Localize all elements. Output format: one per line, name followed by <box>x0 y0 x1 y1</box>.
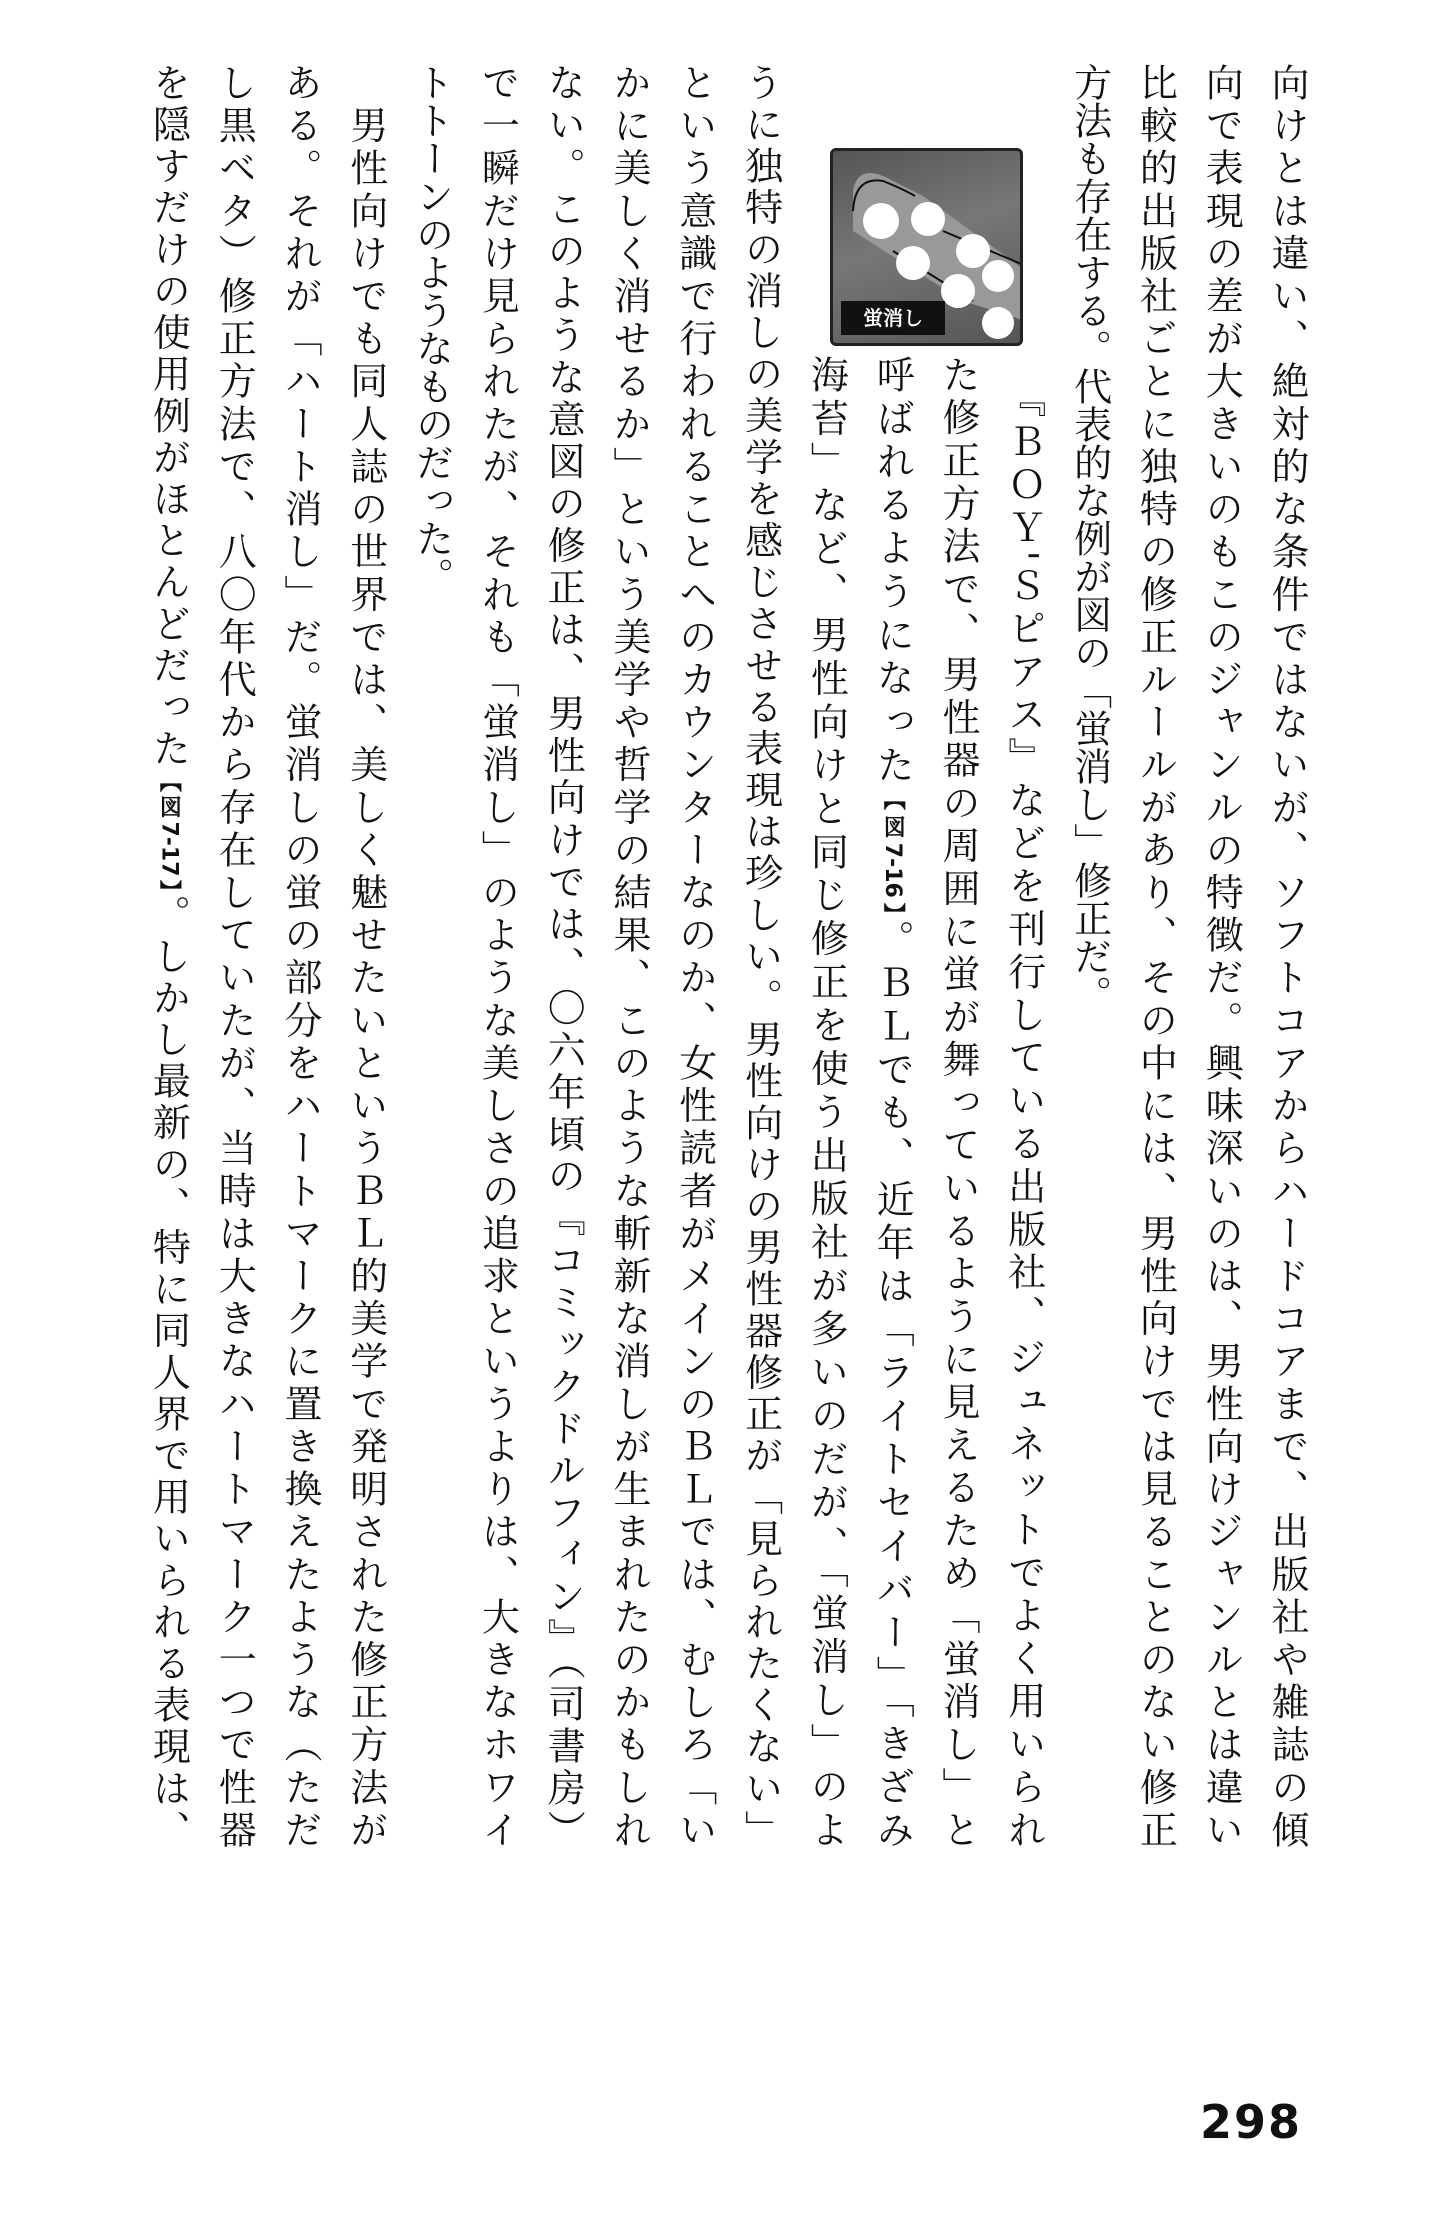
column-text: 呼ばれるようになった <box>870 355 915 789</box>
text-column <box>402 63 462 1848</box>
text-column <box>1060 63 1120 1848</box>
text-column <box>862 355 922 1848</box>
text-column <box>796 355 856 1848</box>
text-column <box>665 63 725 1848</box>
column-text: 方法も存在する。代表的な例が図の「蛍消し」修正だ。 <box>1067 63 1112 1013</box>
text-column <box>731 63 791 1848</box>
text-column <box>994 355 1054 1848</box>
text-column <box>336 63 396 1848</box>
column-text: 。しかし最新の、特に同人界で用いられる表現は、 <box>146 894 191 1849</box>
column-text: 海苔」など、男性向けと同じ修正を使う出版社が多いのだが、「蛍消し」のよ <box>804 355 849 1848</box>
column-text: 『ＢＯＹ'Ｓピアス』などを刊行している出版社、ジュネットでよく用いられ <box>1001 355 1046 1848</box>
column-text: し黒ベタ）修正方法で、八〇年代から存在していたが、当時は大きなハートマーク一つで性器 <box>212 63 257 1848</box>
column-text: という意識で行われることへのカウンターなのか、女性読者がメインのＢＬでは、むしろ「い <box>672 63 717 1848</box>
column-text: で一瞬だけ見られたが、それも「蛍消し」のような美しさの追求というよりは、大きなホワイ <box>475 63 520 1848</box>
text-column <box>1191 63 1251 1848</box>
column-text: ある。それが「ハート消し」だ。蛍消しの蛍の部分をハートマークに置き換えたような（ただ <box>278 63 322 1848</box>
figure-label: 蛍消し <box>841 301 945 335</box>
text-column <box>204 63 264 1848</box>
column-text: 向で表現の差が大きいのもこのジャンルの特徴だ。興味深いのは、男性向けジャンルとは違い <box>1199 63 1244 1848</box>
figure-hotaru-keshi <box>830 148 1023 346</box>
text-column <box>599 63 659 1848</box>
column-text: ない。このような意図の修正は、男性向けでは、〇六年頃の『コミックドルフィン』（司書房） <box>541 63 586 1848</box>
text-column <box>138 63 198 1848</box>
text-column <box>270 63 330 1848</box>
column-text: 男性向けでも同人誌の世界では、美しく魅せたいというＢＬ的美学で発明された修正方法が <box>343 63 388 1848</box>
column-text: うに独特の消しの美学を感じさせる表現は珍しい。男性向けの男性器修正が「見られたくない」 <box>738 63 783 1848</box>
text-column <box>1125 63 1185 1848</box>
column-text: を隠すだけの使用例がほとんどだった <box>146 63 191 771</box>
column-text: トトーンのようなものだった。 <box>409 63 454 595</box>
column-text: かに美しく消せるか」という美学や哲学の結果、このような斬新な消しが生まれたのかもしれ <box>607 63 651 1848</box>
text-column <box>1257 63 1317 1848</box>
text-column <box>467 63 527 1848</box>
column-text: 。ＢＬでも、近年は「ライトセイバー」「きざみ <box>870 919 915 1848</box>
column-text: 比較的出版社ごとに独特の修正ルールがあり、その中には、男性向けでは見ることのない修正 <box>1133 63 1178 1848</box>
figure-reference: 【図7-17】 <box>156 770 182 895</box>
page-number: 298 <box>1200 2095 1303 2149</box>
text-column <box>533 63 593 1848</box>
text-column <box>928 355 988 1848</box>
figure-reference: 【図7-16】 <box>880 788 906 920</box>
column-text: 向けとは違い、絶対的な条件ではないが、ソフトコアからハードコアまで、出版社や雑誌の傾 <box>1265 63 1309 1848</box>
column-text: た修正方法で、男性器の周囲に蛍が舞っているように見えるため「蛍消し」と <box>936 355 980 1849</box>
